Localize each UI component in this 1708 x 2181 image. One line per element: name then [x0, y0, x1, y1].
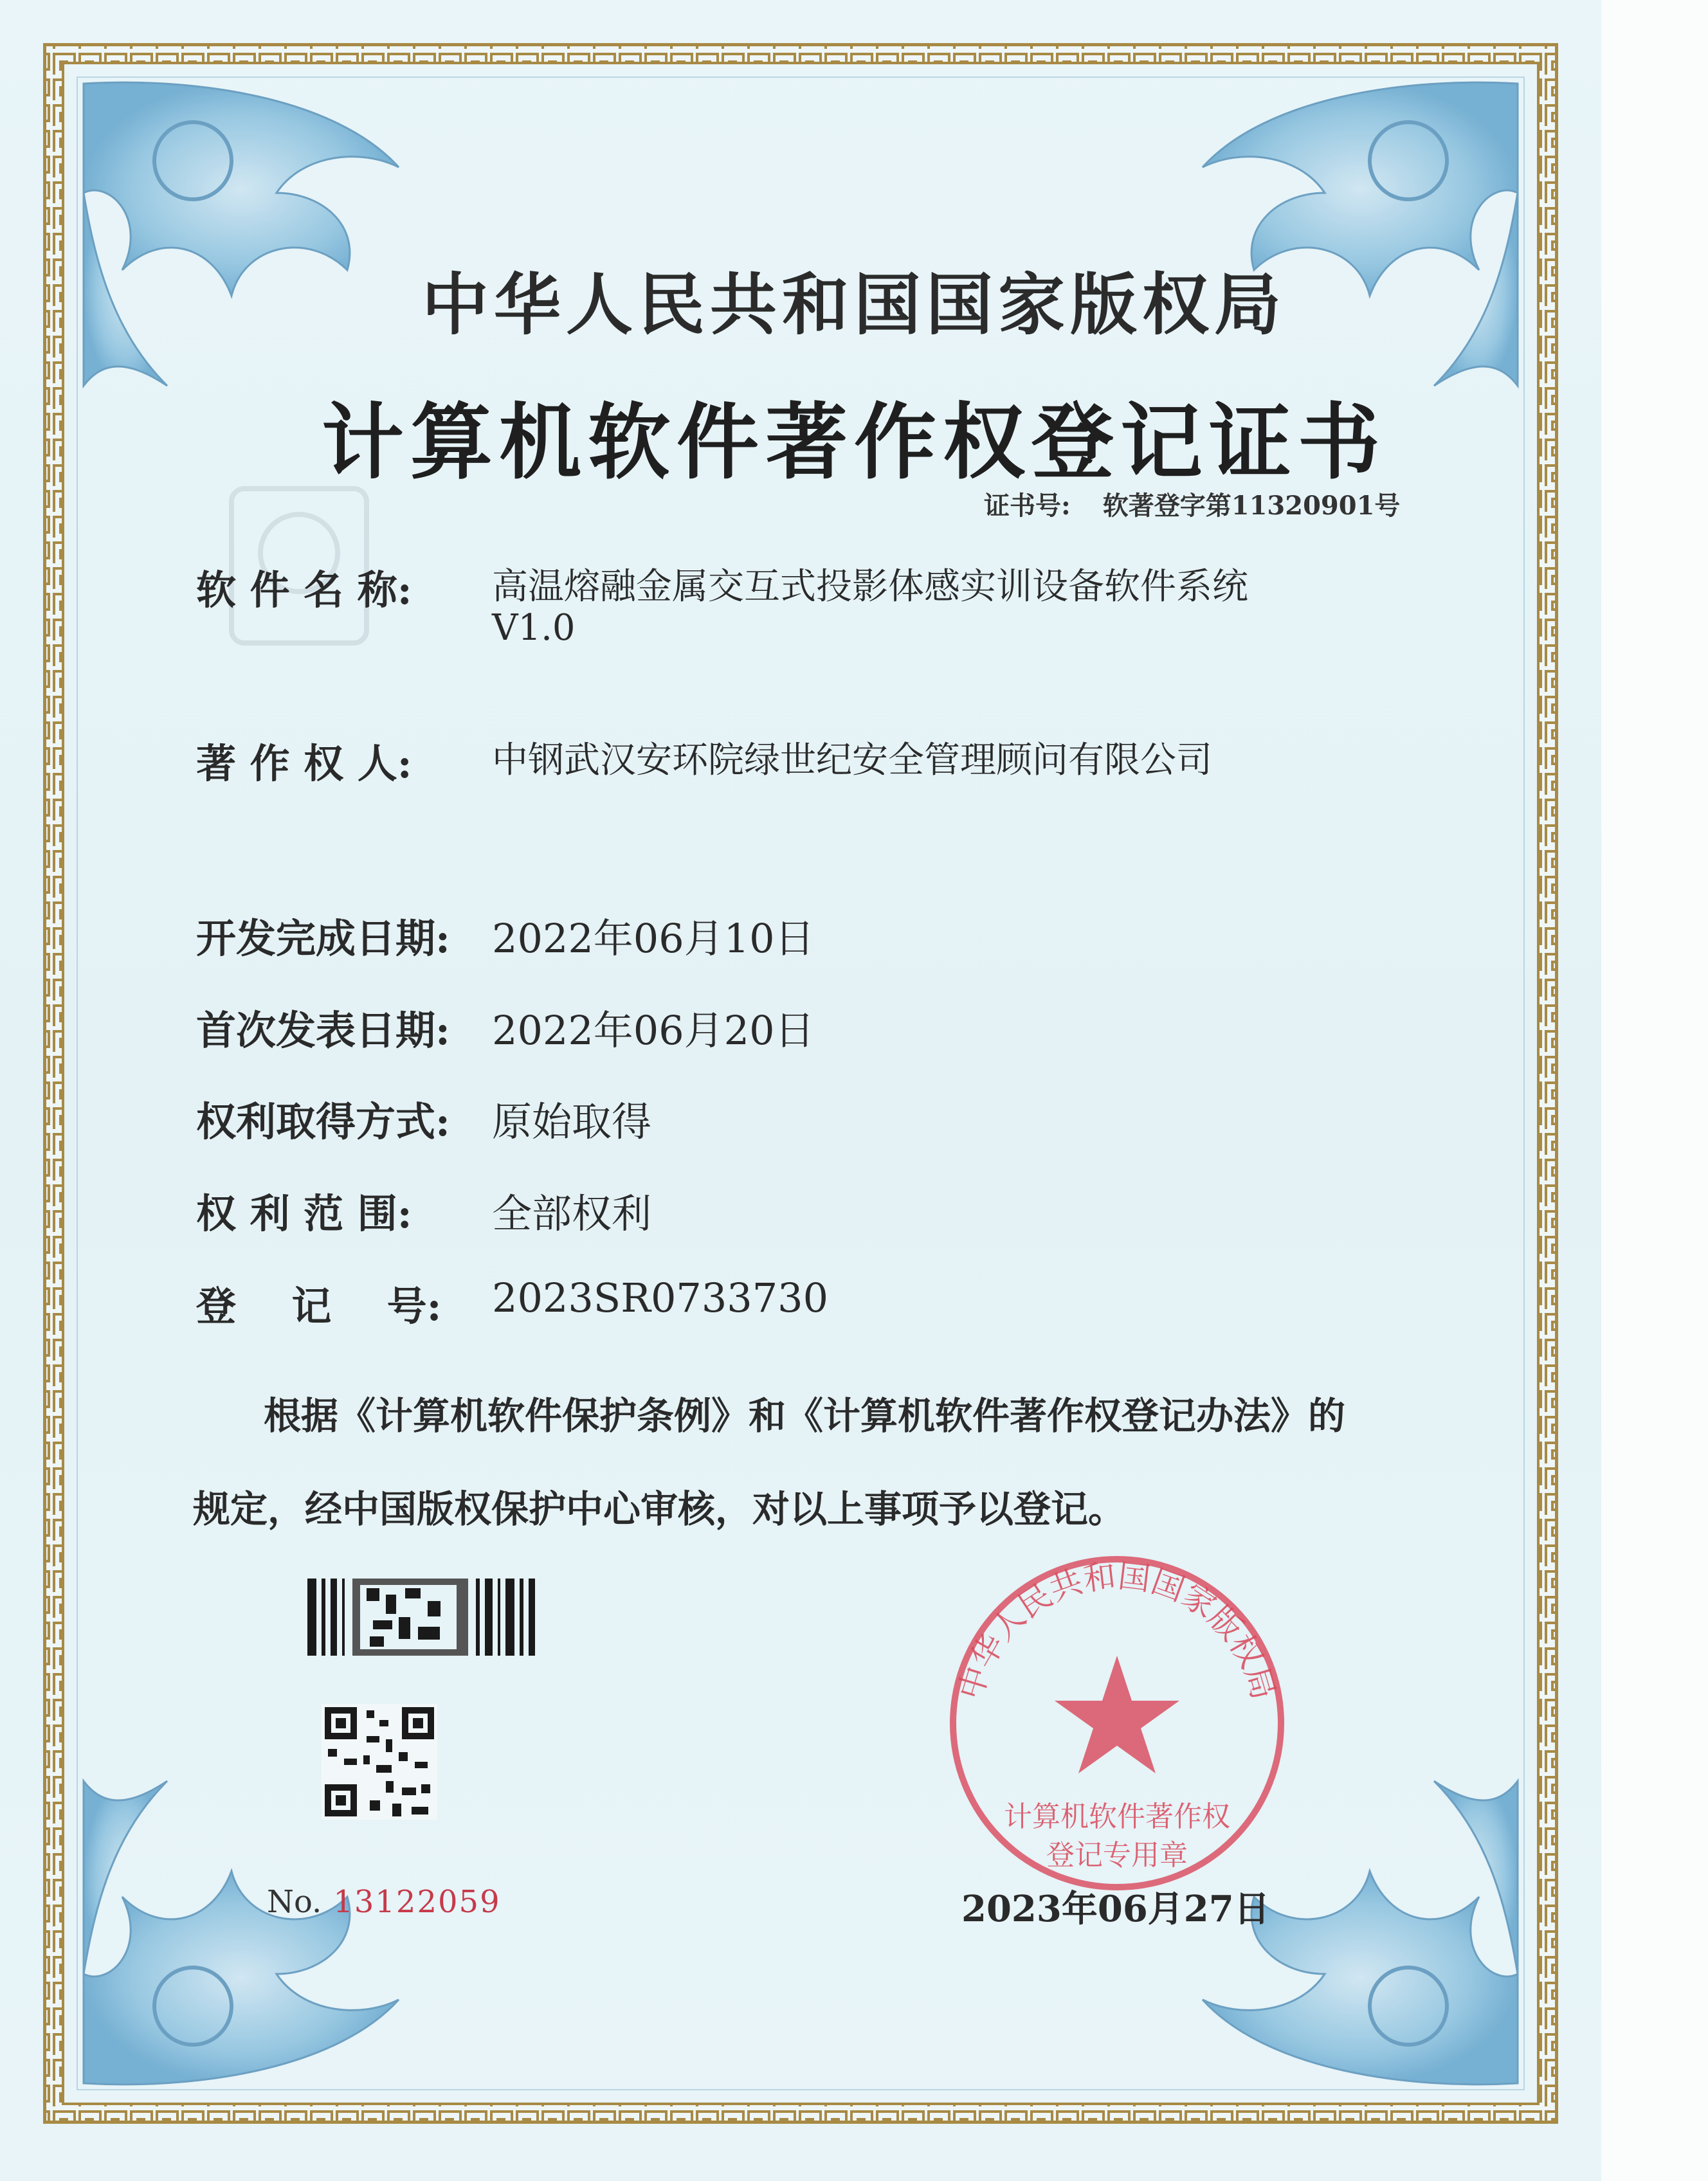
software-name-value: 高温熔融金属交互式投影体感实训设备软件系统	[492, 566, 1248, 608]
first-publication-date-value: 2022年06月20日	[492, 1007, 815, 1054]
serial-value: 13122059	[333, 1884, 501, 1920]
seal-ring-text: 中华人民共和国国家版权局	[951, 1557, 1283, 1704]
issuing-authority: 中华人民共和国国家版权局	[421, 265, 1286, 344]
issue-date: 2023年06月27日	[961, 1888, 1270, 1930]
seal-inner-line-1: 计算机软件著作权	[1004, 1800, 1230, 1833]
certificate-title: 计算机软件著作权登记证书	[321, 394, 1386, 491]
dev-completion-date-label: 开发完成日期:	[196, 915, 450, 962]
seal-inner-line-2: 登记专用章	[1046, 1839, 1188, 1872]
copyright-owner-value: 中钢武汉安环院绿世纪安全管理顾问有限公司	[492, 739, 1212, 781]
registration-number-label: 登 记 号:	[196, 1283, 442, 1330]
first-publication-date-label: 首次发表日期:	[196, 1007, 450, 1054]
software-version: V1.0	[492, 607, 576, 649]
rights-scope-label: 权 利 范 围:	[196, 1190, 412, 1237]
statement-line-1: 根据《计算机软件保护条例》和《计算机软件著作权登记办法》的	[264, 1394, 1346, 1438]
registration-number-value: 2023SR0733730	[492, 1274, 829, 1321]
rights-scope-value: 全部权利	[492, 1190, 652, 1237]
acquisition-method-label: 权利取得方式:	[196, 1098, 450, 1145]
acquisition-method-value: 原始取得	[492, 1098, 652, 1145]
certificate-number-label: 证书号:	[984, 491, 1071, 521]
copyright-owner-label: 著 作 权 人:	[196, 740, 412, 787]
serial-prefix: No.	[267, 1884, 322, 1920]
statement-line-2: 规定，经中国版权保护中心审核，对以上事项予以登记。	[193, 1487, 1126, 1531]
software-name-label: 软 件 名 称:	[196, 566, 412, 613]
certificate-number-value: 软著登字第11320901号	[1102, 491, 1401, 521]
dev-completion-date-value: 2022年06月10日	[492, 915, 815, 962]
